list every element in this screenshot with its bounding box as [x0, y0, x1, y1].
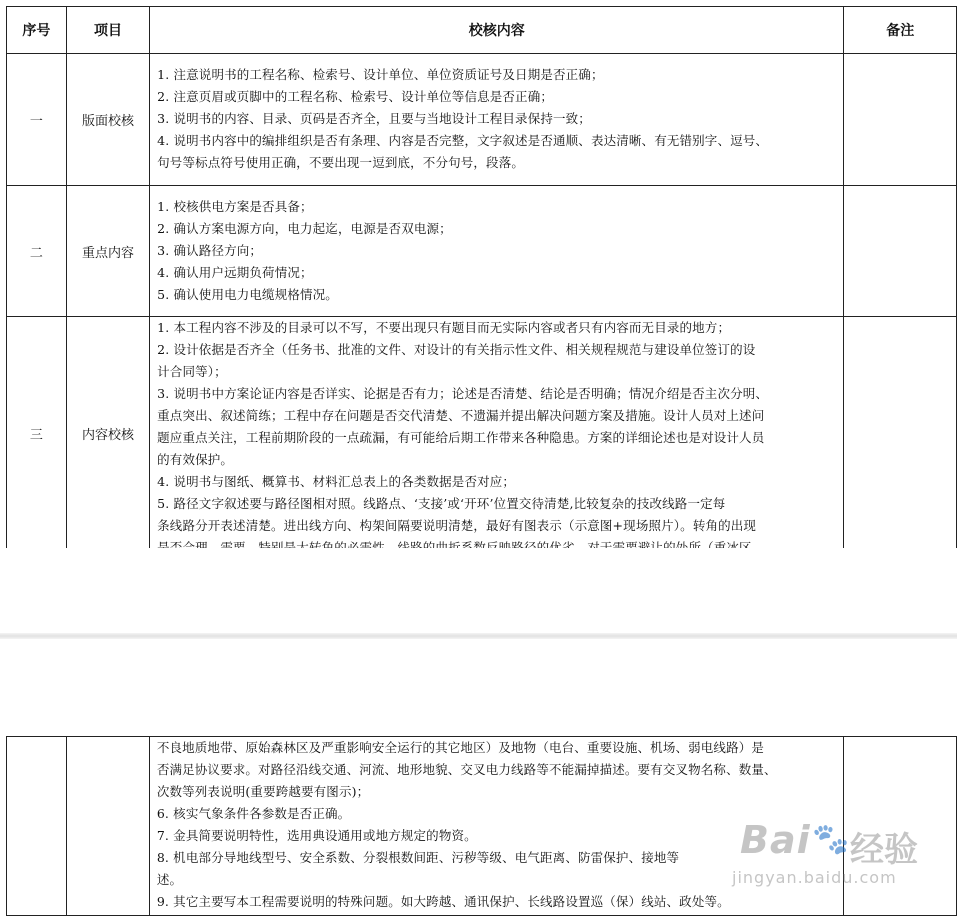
content-line: 4. 说明书与图纸、概算书、材料汇总表上的各类数据是否对应；: [157, 474, 516, 489]
content-line: 2. 设计依据是否齐全（任务书、批准的文件、对设计的有关指示性文件、相关规程规范与建设单位签订的设: [157, 342, 756, 357]
row-seq: 一: [7, 54, 67, 186]
row-seq: [7, 737, 67, 916]
content-line: 9. 其它主要写本工程需要说明的特殊问题。如大跨越、通讯保护、长线路设置巡（保）线站、政处等。: [156, 894, 730, 909]
content-line: 5. 确认使用电力电缆规格情况。: [157, 287, 338, 302]
watermark-url: jingyan.baidu.com: [732, 868, 897, 887]
paw-icon: 🐾: [812, 822, 850, 857]
content-line: 5. 路径文字叙述要与路径图相对照。线路点、‘支接’或‘开环’位置交待清楚,比较复杂的技改线路一定每: [157, 496, 726, 511]
content-line: 6. 核实气象条件各参数是否正确。: [156, 806, 351, 821]
content-line: 3. 确认路径方向；: [157, 243, 263, 258]
baidu-jingyan-watermark: [712, 818, 952, 898]
watermark-brand: Bai: [740, 818, 811, 862]
row-item: 内容校核: [66, 317, 149, 550]
table-row: [7, 54, 957, 186]
content-line: 3. 说明书中方案论证内容是否详实、论据是否有力；论述是否清楚、结论是否明确；情况介绍是否主次分明、: [157, 386, 769, 401]
content-line: 计合同等）；: [157, 364, 227, 379]
content-line: 述。: [156, 872, 183, 887]
content-line: 重点突出、叙述简练；工程中存在问题是否交代清楚、不遗漏并提出解决问题方案及措施。设计人员对上述问: [157, 408, 765, 423]
row-note: [844, 317, 957, 550]
content-line: 2. 确认方案电源方向，电力起迄，电源是否双电源；: [157, 221, 452, 236]
content-line: 题应重点关注，工程前期阶段的一点疏漏，有可能给后期工作带来各种隐患。方案的详细论述也是对设计人员: [157, 430, 765, 445]
page-divider: [0, 633, 957, 639]
header-seq: 序号: [7, 7, 67, 54]
row-note: [844, 186, 957, 317]
row-content: [150, 54, 844, 186]
row-seq: 二: [7, 186, 67, 317]
row-item: 重点内容: [66, 186, 149, 317]
content-line: 的有效保护。: [157, 452, 234, 467]
content-line: 4. 确认用户远期负荷情况；: [157, 265, 313, 280]
content-line: 1. 注意说明书的工程名称、检索号、设计单位、单位资质证号及日期是否正确；: [157, 67, 604, 82]
content-line: 7. 金具简要说明特性，选用典设通用或地方规定的物资。: [156, 828, 477, 843]
page-gap: [0, 548, 957, 736]
table-row: [7, 317, 957, 550]
content-line: 8. 机电部分导地线型号、安全系数、分裂根数间距、污秽等级、电气距离、防雷保护、接地等: [156, 850, 680, 865]
content-line: 次数等列表说明(重要跨越要有图示)；: [156, 784, 370, 799]
row-content: [150, 317, 844, 550]
row-item: [66, 737, 149, 916]
row-content: [150, 186, 844, 317]
content-line: 否满足协议要求。对路径沿线交通、河流、地形地貌、交叉电力线路等不能漏掉描述。要有交叉物名称、数量、: [156, 762, 777, 777]
header-item: 项目: [66, 7, 149, 54]
proofreading-table: [6, 6, 957, 550]
watermark-label: 经验: [850, 830, 918, 870]
content-line: 4. 说明书内容中的编排组织是否有条理、内容是否完整，文字叙述是否通顺、表达清晰、有无错别字、逗号、: [157, 133, 769, 148]
header-note: 备注: [844, 7, 957, 54]
row-item: 版面校核: [66, 54, 149, 186]
content-line: 条线路分开表述清楚。进出线方向、构架间隔要说明清楚，最好有图表示（示意图+现场照片）。转角的出现: [157, 518, 757, 533]
content-line: 3. 说明书的内容、目录、页码是否齐全，且要与当地设计工程目录保持一致；: [157, 111, 591, 126]
content-line: 1. 校核供电方案是否具备；: [157, 199, 313, 214]
content-line: 不良地质地带、原始森林区及严重影响安全运行的其它地区）及地物（电台、重要设施、机场、弱电线路）是: [156, 740, 765, 755]
content-line: 句号等标点符号使用正确，不要出现一逗到底，不分句号，段落。: [157, 155, 524, 170]
header-content: 校核内容: [150, 7, 844, 54]
content-line: 2. 注意页眉或页脚中的工程名称、检索号、设计单位等信息是否正确；: [157, 89, 553, 104]
table-header-row: [7, 7, 957, 54]
content-line: 1. 本工程内容不涉及的目录可以不写，不要出现只有题目而无实际内容或者只有内容而无目录的地方；: [157, 320, 731, 335]
row-note: [844, 54, 957, 186]
table-row: [7, 186, 957, 317]
row-seq: 三: [7, 317, 67, 550]
